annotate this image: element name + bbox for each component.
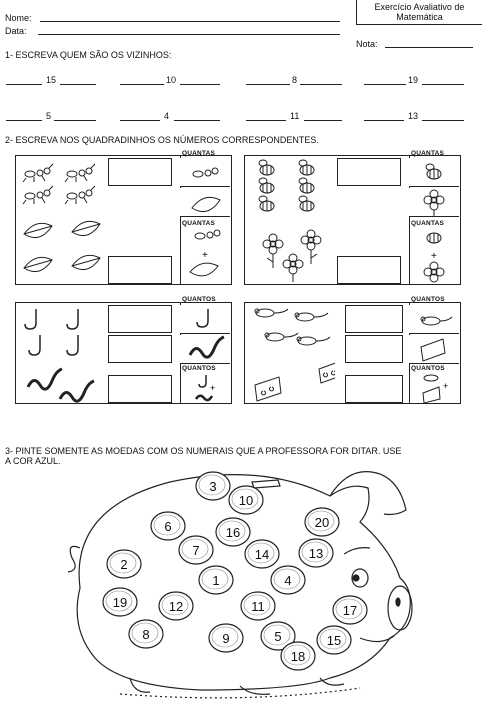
plus-sign: + [443, 381, 449, 391]
answer-line[interactable] [120, 84, 164, 85]
nota-label: Nota: [356, 39, 378, 49]
leaf-icon [72, 221, 100, 235]
data-label: Data: [5, 26, 27, 36]
nome-field[interactable] [40, 21, 340, 22]
title-box [356, 0, 482, 25]
mice-cheese-illustration [245, 303, 335, 403]
neighbor-number: 8 [292, 75, 298, 85]
mouse-icon [297, 337, 330, 345]
quantas-caption: QUANTAS [411, 150, 445, 157]
sum-illustration [180, 228, 230, 284]
worm-icon [28, 369, 62, 389]
quantos-caption: QUANTOS [182, 296, 216, 303]
bee-icon [299, 196, 314, 211]
data-field[interactable] [38, 34, 340, 35]
flower-box [409, 188, 459, 217]
answer-line[interactable] [300, 84, 342, 85]
hook-icon [67, 309, 78, 329]
pig-mouth [360, 636, 394, 642]
neighbor-number: 4 [164, 111, 170, 121]
worm-box [180, 335, 230, 364]
quantos-caption: QUANTOS [411, 296, 445, 303]
answer-box[interactable] [345, 375, 403, 403]
leaf-icon [24, 257, 52, 271]
coin-slot [252, 480, 280, 488]
mouse-box [409, 305, 459, 334]
mouse-icon [295, 313, 328, 321]
quantas-caption: QUANTAS [182, 150, 216, 157]
neighbor-number: 5 [46, 111, 52, 121]
answer-box[interactable] [108, 335, 172, 363]
hook-icon [25, 309, 36, 329]
answer-box[interactable] [108, 158, 172, 186]
answer-line[interactable] [120, 120, 160, 121]
coin-number: 12 [168, 599, 184, 614]
panel-ants-leaves [15, 150, 232, 285]
ant-icon [65, 164, 95, 182]
flower-icon [263, 234, 283, 268]
answer-line[interactable] [246, 84, 290, 85]
answer-box[interactable] [337, 256, 401, 284]
leaf-box [180, 188, 230, 217]
coin-number: 11 [251, 599, 265, 614]
coin-number: 10 [238, 493, 254, 508]
coin-number: 6 [164, 519, 172, 534]
ants-leaves-illustration [16, 156, 106, 284]
coin-number: 18 [290, 649, 306, 664]
leaf-icon [24, 223, 52, 237]
mouse-icon [265, 333, 298, 341]
coin-number: 15 [326, 633, 342, 648]
hook-icon [29, 335, 40, 355]
cheese-box [409, 335, 459, 364]
answer-line[interactable] [6, 120, 42, 121]
bee-icon [259, 196, 274, 211]
answer-line[interactable] [304, 120, 342, 121]
coin-number: 19 [112, 595, 128, 610]
answer-box[interactable] [108, 375, 172, 403]
q1-instruction: 1- ESCREVA QUEM SÃO OS VIZINHOS: [5, 50, 172, 60]
coin-number: 1 [212, 573, 220, 588]
neighbor-number: 15 [46, 75, 57, 85]
q2-instruction: 2- ESCREVA NOS QUADRADINHOS OS NÚMEROS CORRESPONDENTES. [5, 135, 319, 145]
sum-illustration [180, 373, 230, 403]
coin-number: 9 [222, 631, 230, 646]
answer-line[interactable] [54, 120, 96, 121]
panel-mice-cheese [244, 296, 461, 404]
answer-line[interactable] [60, 84, 96, 85]
neighbor-number: 13 [408, 111, 419, 121]
panel-hooks-worms [15, 296, 232, 404]
worm-icon [60, 381, 94, 401]
answer-box[interactable] [337, 158, 401, 186]
bee-icon [259, 160, 274, 175]
neighbor-number: 11 [290, 111, 300, 121]
answer-line[interactable] [246, 120, 286, 121]
coins-group [103, 472, 367, 670]
sum-illustration [409, 228, 459, 284]
pig-snout [388, 586, 412, 630]
mouse-icon [255, 309, 288, 317]
hook-icon [67, 335, 78, 355]
plus-sign: + [431, 251, 437, 262]
neighbor-number: 19 [408, 75, 419, 85]
quantas-caption: QUANTAS [182, 220, 216, 227]
ant-icon [23, 164, 53, 182]
coin-number: 16 [225, 525, 241, 540]
answer-box[interactable] [108, 256, 172, 284]
q3-instruction-line1: 3- PINTE SOMENTE AS MOEDAS COM OS NUMERAIS QUE A PROFESSORA FOR DITAR. USE [5, 446, 402, 456]
pig-tail [68, 546, 80, 572]
neighbor-number: 10 [166, 75, 177, 85]
bee-icon [259, 178, 274, 193]
nome-label: Nome: [5, 13, 32, 23]
q3-instruction-line2: A COR AZUL. [5, 456, 61, 466]
bee-icon [299, 178, 314, 193]
answer-line[interactable] [174, 120, 220, 121]
answer-line[interactable] [364, 84, 406, 85]
coin-number: 2 [120, 557, 128, 572]
answer-line[interactable] [422, 84, 464, 85]
quantas-caption: QUANTAS [411, 220, 445, 227]
flower-icon [283, 254, 303, 282]
plus-sign: + [202, 250, 208, 261]
bees-flowers-illustration [245, 156, 335, 284]
coin-number: 8 [142, 627, 150, 642]
sum-illustration [409, 373, 459, 403]
bee-icon [299, 160, 314, 175]
bee-box [409, 158, 459, 187]
answer-box[interactable] [108, 305, 172, 333]
ant-icon [23, 186, 53, 204]
title-line2: Matemática [396, 12, 443, 22]
coin-number: 4 [284, 573, 292, 588]
coin-number: 5 [274, 629, 282, 644]
answer-line[interactable] [6, 84, 42, 85]
coin-number: 7 [192, 543, 200, 558]
ant-box [180, 158, 230, 187]
coin-number: 17 [342, 603, 358, 618]
coin-number: 20 [314, 515, 330, 530]
coin-number: 3 [209, 479, 217, 494]
quantos-caption: QUANTOS [411, 365, 445, 372]
title-line1: Exercício Avaliativo de [374, 2, 465, 12]
hooks-worms-illustration [16, 303, 106, 403]
plus-sign: + [210, 383, 216, 393]
answer-line[interactable] [364, 120, 404, 121]
hook-box [180, 305, 230, 334]
flower-icon [301, 230, 321, 264]
panel-bees-flowers [244, 150, 461, 285]
answer-line[interactable] [180, 84, 220, 85]
quantos-caption: QUANTOS [182, 365, 216, 372]
answer-box[interactable] [345, 335, 403, 363]
pig-eyebrow [344, 548, 370, 554]
ant-icon [65, 186, 95, 204]
cheese-icon [319, 361, 335, 383]
piggy-bank-illustration [0, 468, 484, 714]
leaf-icon [72, 255, 100, 269]
answer-box[interactable] [345, 305, 403, 333]
coin-number: 13 [308, 546, 324, 561]
answer-line[interactable] [422, 120, 464, 121]
nota-field[interactable] [385, 47, 473, 48]
coin-number: 14 [254, 547, 270, 562]
cheese-icon [255, 377, 281, 401]
